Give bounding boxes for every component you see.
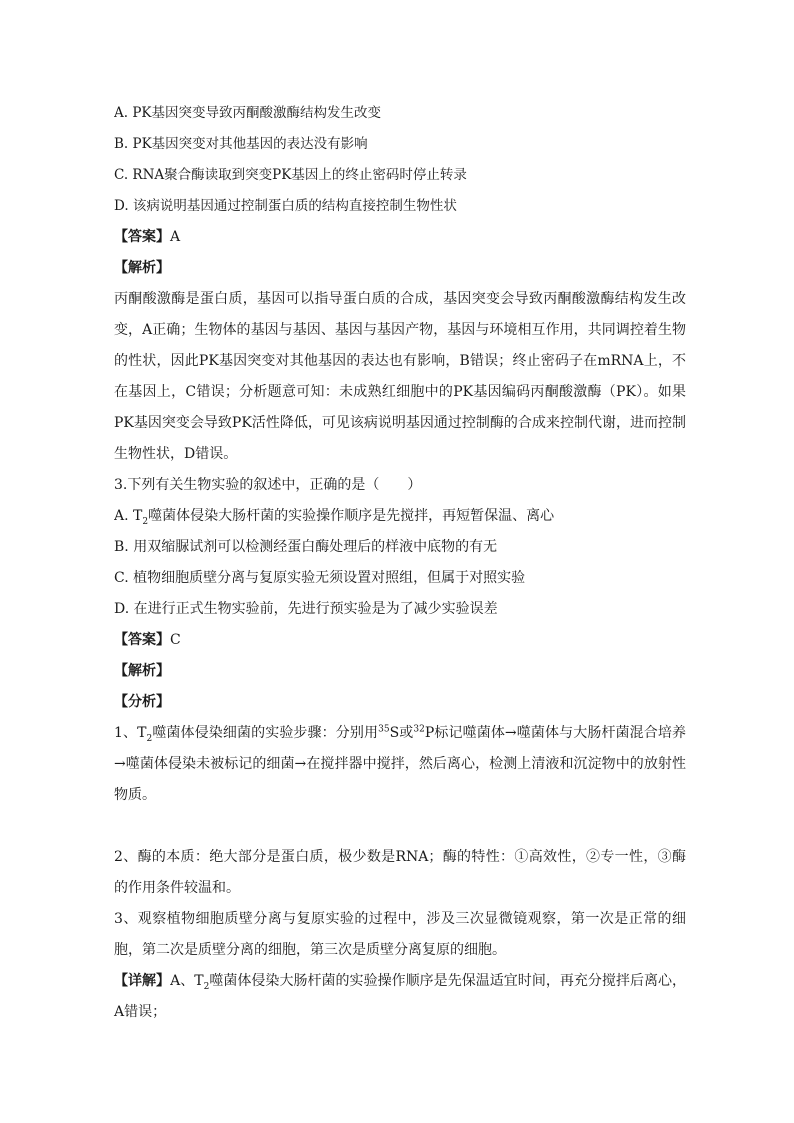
q3-option-b: B. 用双缩脲试剂可以检测经蛋白酶处理后的样液中底物的有无 [114, 539, 498, 555]
q2-analysis-text: 丙酮酸激酶是蛋白质，基因可以指导蛋白质的合成，基因突变会导致丙酮酸激酶结构发生改变，A正确；生物体的基因与基因、基因与基因产物，基因与环境相互作用，共同调控着生物的性状，因此PK基因突变对其他基因的表达也有影响，B错误；终止密码子在mRNA上，不在基因上，C错误；分析题意可知：未成熟红细胞中的PK基因编码丙酮酸激酶（PK）。如果PK基因突变会导致PK活性降低，可见该病说明基因通过控制酶的合成来控制代谢，进而控制生物性状，D错误。 [114, 291, 686, 462]
q2-option-d: D. 该病说明基因通过控制蛋白质的结构直接控制生物性状 [114, 198, 457, 214]
q2-options [114, 98, 686, 1028]
q2-answer [114, 222, 686, 253]
answer-value: C [170, 632, 181, 648]
answer-label: 【答案】 [114, 229, 170, 245]
q3-option-a: A. $T_2$噬菌体侵染大肠杆菌的实验操作顺序是先搅拌，再短暂保温、离心 [114, 508, 555, 527]
q3-option-d: D. 在进行正式生物实验前，先进行预实验是为了减少实验误差 [114, 601, 498, 617]
q3-point-3: 3、观察植物细胞质壁分离与复原实验的过程中，涉及三次显微镜观察，第一次是正常的细胞，第二次是质壁分离的细胞，第三次是质壁分离复原的细胞。 [114, 911, 686, 958]
q3-stem: 3.下列有关生物实验的叙述中，正确的是（ ） [114, 477, 422, 493]
q2-option-a: A. PK基因突变导致丙酮酸激酶结构发生改变 [114, 105, 382, 121]
q3-detail: 【详解】A、$T_2$噬菌体侵染大肠杆菌的实验操作顺序是先保温适宜时间，再充分搅拌后离心，A错误； [114, 973, 687, 1020]
answer-value: A [170, 229, 181, 245]
q3-fenxi-label: 【分析】 [114, 694, 170, 710]
q3-option-c: C. 植物细胞质壁分离与复原实验无须设置对照组，但属于对照实验 [114, 570, 526, 586]
q2-option-c: C. RNA聚合酶读取到突变PK基因上的终止密码时停止转录 [114, 167, 467, 183]
q2-option-b: B. PK基因突变对其他基因的表达没有影响 [114, 136, 368, 152]
q2-analysis-label: 【解析】 [114, 260, 170, 276]
q3-point-1: 1、$T_2$噬菌体侵染细菌的实验步骤：分别用$^{35}$S或$^{32}$P标记噬菌体→噬菌体与大肠杆菌混合培养→噬菌体侵染未被标记的细菌→在搅拌器中搅拌，然后离心，检测上清液和沉淀物中的放射性物质。 [114, 724, 687, 803]
q3-point-2: 2、酶的本质：绝大部分是蛋白质，极少数是RNA；酶的特性：①高效性，②专一性，③酶的作用条件较温和。 [114, 849, 686, 896]
blank-spacer [114, 811, 686, 842]
q3-analysis-label: 【解析】 [114, 663, 170, 679]
q3-answer [114, 625, 686, 656]
answer-label: 【答案】 [114, 632, 170, 648]
